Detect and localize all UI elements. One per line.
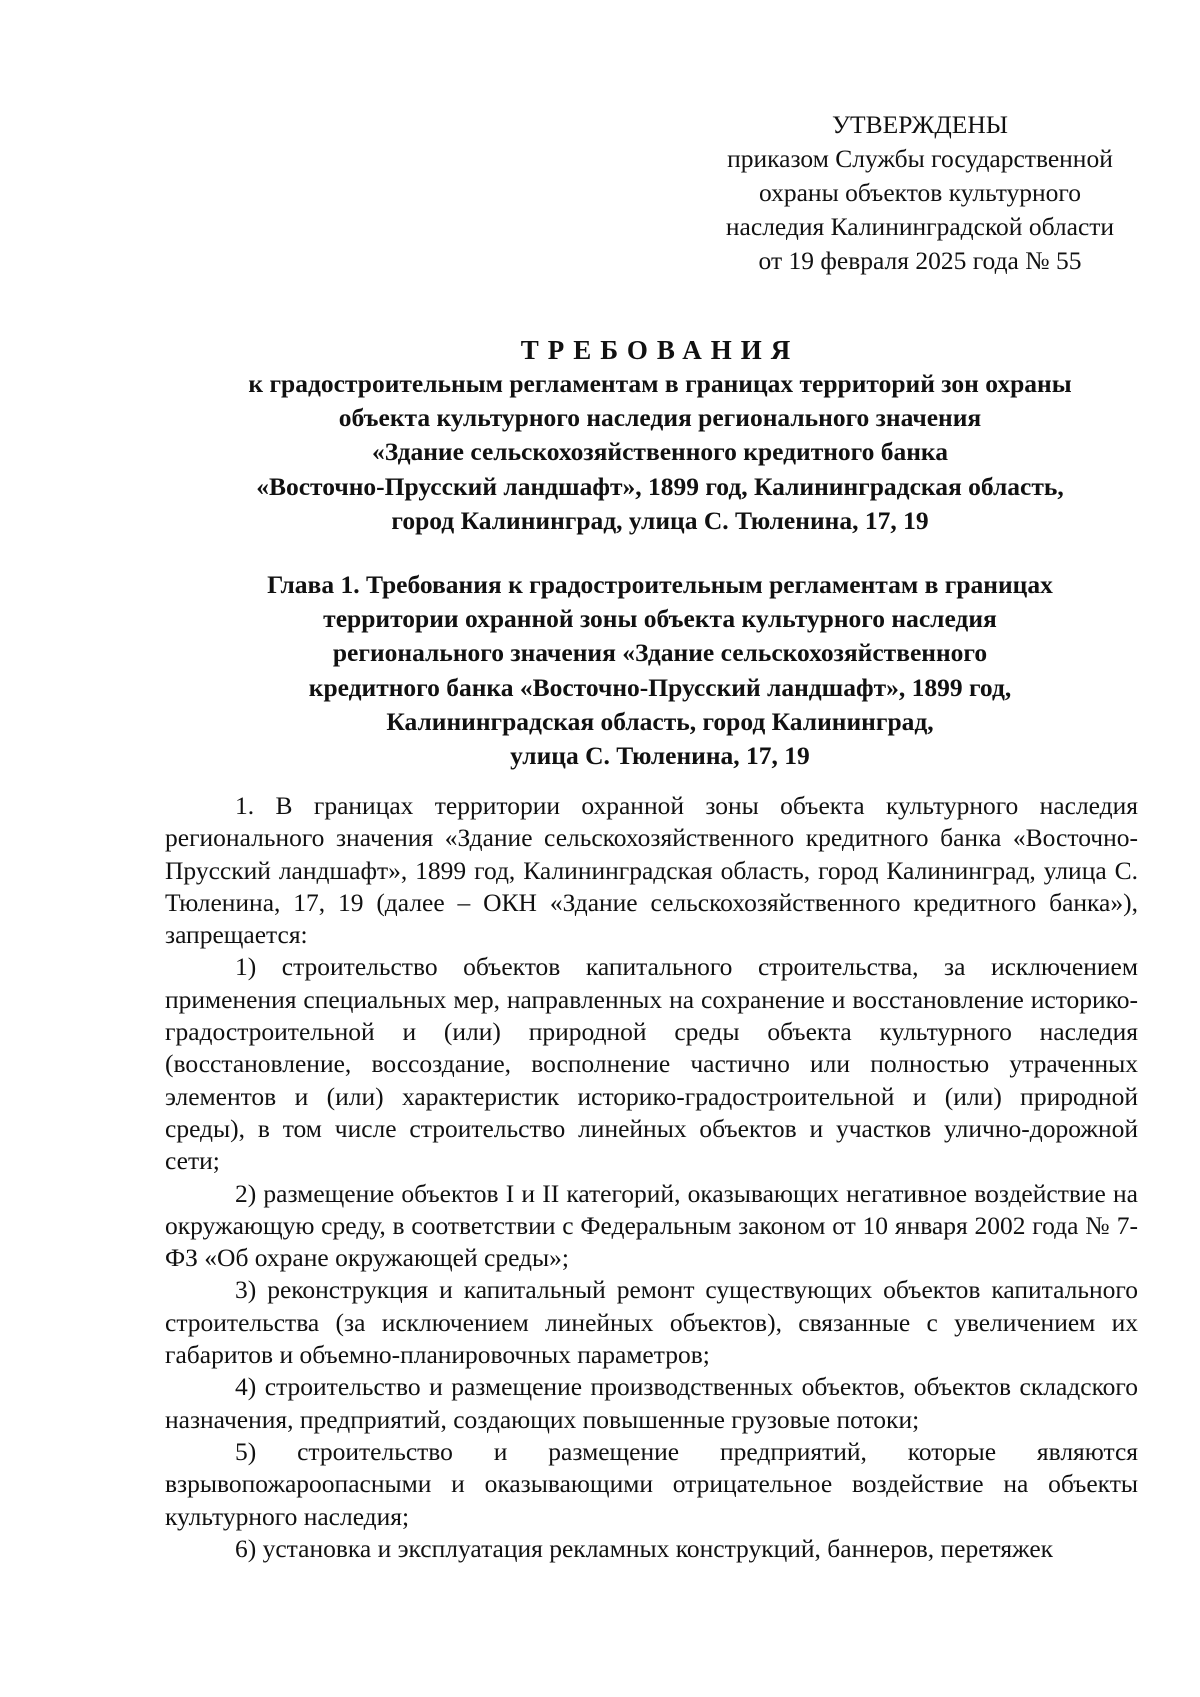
chapter-heading-line: Калининградская область, город Калининград,: [386, 706, 934, 736]
approval-date-line: от 19 февраля 2025 года № 55: [758, 246, 1082, 275]
document-subtitle-line: «Здание сельскохозяйственного кредитного банка: [372, 437, 948, 467]
chapter-heading-line: Глава 1. Требования к градостроительным регламентам в границах: [267, 570, 1053, 599]
list-item-paragraph: 5) строительство и размещение предприятий, которые являются взрывопожароопасными и оказывающими отрицательное воздействие на объекты культурного наследия;: [165, 1436, 1138, 1531]
chapter-heading-line: регионального значения «Здание сельскохозяйственного: [332, 638, 988, 668]
list-item-paragraph: 1) строительство объектов капитального строительства, за исключением применения специальных мер, направленных на сохранение и восстановление историко-градостроительной и (или) природной среды объекта культурного наследия (восстановление, воссоздание, восполнение частично или полностью утраченных элементов и (или) характеристик историко-градостроительной и (или) природной среды), в том числе строительство линейных объектов и участков улично-дорожной сети;: [165, 952, 1138, 1176]
chapter-heading-line: улица С. Тюленина, 17, 19: [510, 741, 810, 771]
body-paragraph: 1. В границах территории охранной зоны объекта культурного наследия регионального значения «Здание сельскохозяйственного кредитного банка «Восточно-Прусский ландшафт», 1899 год, Калининградская область, город Калининград, улица С. Тюленина, 17, 19 (далее – ОКН «Здание сельскохозяйственного кредитного банка»), запрещается:: [165, 791, 1138, 950]
document-title: ТРЕБОВАНИЯ: [520, 335, 800, 365]
chapter-heading-line: кредитного банка «Восточно-Прусский ландшафт», 1899 год,: [308, 672, 1012, 702]
approval-line: охраны объектов культурного: [758, 178, 1082, 207]
approval-heading: УТВЕРЖДЕНЫ: [832, 110, 1008, 139]
document-subtitle-line: город Калининград, улица С. Тюленина, 17, 19: [391, 505, 929, 535]
list-item-paragraph: 4) строительство и размещение производственных объектов, объектов складского назначения, предприятий, создающих повышенные грузовые потоки;: [165, 1372, 1138, 1434]
document-subtitle-line: объекта культурного наследия регионального значения: [338, 403, 982, 433]
chapter-heading-line: территории охранной зоны объекта культурного наследия: [323, 604, 997, 634]
list-item-paragraph: 6) установка и эксплуатация рекламных конструкций, баннеров, перетяжек: [235, 1533, 1054, 1563]
list-item-paragraph: 2) размещение объектов I и II категорий, оказывающих негативное воздействие на окружающую среду, в соответствии с Федеральным законом от 10 января 2002 года № 7-ФЗ «Об охране окружающей среды»;: [165, 1178, 1138, 1273]
approval-line: наследия Калининградской области: [725, 212, 1115, 241]
document-body: [165, 790, 1138, 1565]
approval-line: приказом Службы государственной: [727, 144, 1113, 173]
document-subtitle-line: к градостроительным регламентам в границах территорий зон охраны: [248, 369, 1072, 398]
document-subtitle-line: «Восточно-Прусский ландшафт», 1899 год, Калининградская область,: [256, 471, 1064, 501]
approval-stamp: [690, 108, 1150, 278]
list-item-paragraph: 3) реконструкция и капитальный ремонт существующих объектов капитального строительства (за исключением линейных объектов), связанные с увеличением их габаритов и объемно-планировочных параметров;: [165, 1275, 1138, 1370]
chapter-heading: [165, 568, 1155, 773]
document-title-block: [165, 333, 1155, 538]
